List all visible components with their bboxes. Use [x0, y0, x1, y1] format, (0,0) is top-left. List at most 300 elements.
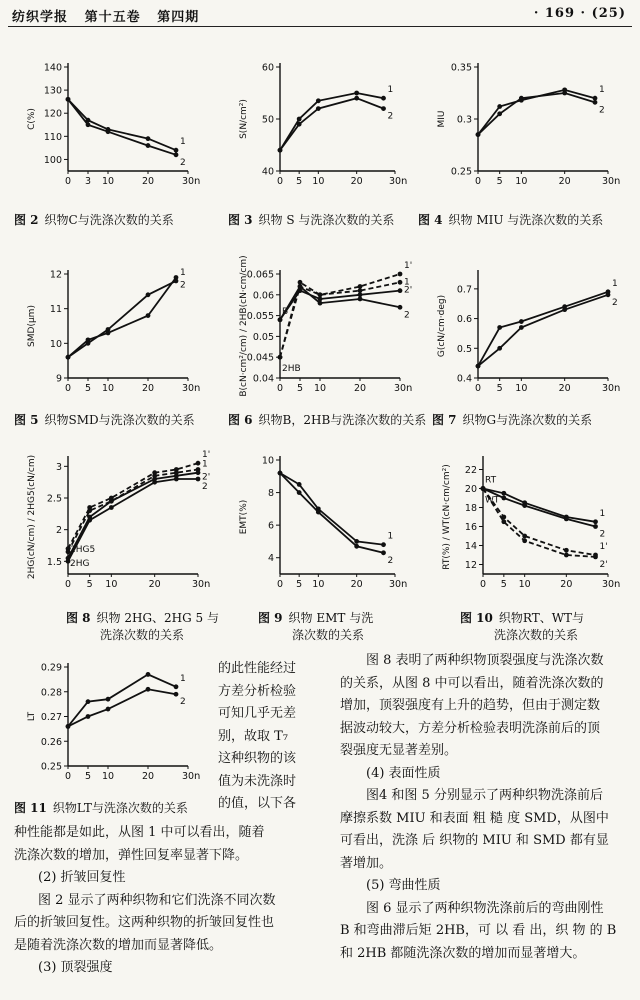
data-point: [381, 106, 386, 111]
data-point: [146, 687, 151, 692]
x-axis-label: n: [614, 579, 621, 590]
x-tick-label: 10: [515, 383, 528, 394]
y-tick-label: 16: [464, 522, 477, 533]
x-tick-label: 5: [500, 579, 507, 590]
series-label: 2: [180, 697, 186, 708]
x-tick-label: 30: [181, 176, 195, 187]
x-tick-label: 10: [312, 579, 325, 590]
series-label: 1: [599, 85, 605, 96]
x-tick-label: 5: [84, 771, 92, 782]
text-line: 方差分析检验: [218, 683, 297, 699]
caption-fig11: 图 11 织物LT与洗涤次数的关系: [14, 801, 188, 815]
y-tick-label: 4: [267, 553, 274, 565]
x-tick-label: 30: [388, 579, 402, 590]
caption-fig9: 图 9 织物 EMT 与洗 涤次数的关系: [258, 611, 374, 642]
x-tick-label: 20: [350, 579, 363, 590]
chart-annotation: 2HB: [282, 364, 301, 375]
series-line: [68, 99, 176, 154]
data-point: [497, 346, 502, 351]
caption-fig7: 图 7 织物G与洗涤次数的关系: [432, 413, 593, 427]
series-line: [478, 292, 608, 366]
data-point: [398, 305, 403, 310]
x-tick-label: 20: [141, 771, 155, 782]
data-point: [354, 91, 359, 96]
caption-fig4: 图 4 织物 MIU 与洗涤次数的关系: [418, 213, 604, 227]
data-point: [398, 272, 403, 277]
x-tick-label: 30: [601, 579, 615, 590]
text-line: 洗涤次数的增加，弹性回复率显著下降。: [14, 847, 249, 863]
text-line: 图 6 显示了两种织物洗涤前后的弯曲刚性: [366, 900, 604, 916]
y-tick-label: 22: [464, 465, 477, 476]
y-tick-label: 0.3: [456, 114, 472, 126]
data-point: [152, 480, 157, 485]
y-axis-label: LT: [27, 711, 37, 722]
y-tick-label: 12: [49, 269, 62, 281]
y-tick-label: 18: [464, 503, 477, 514]
volume: 第十五卷: [84, 10, 141, 25]
data-point: [354, 544, 359, 549]
series-line: [68, 281, 176, 357]
y-tick-label: 100: [43, 154, 62, 166]
series-label: 1': [404, 261, 413, 271]
data-point: [174, 477, 179, 482]
y-tick-label: 0.7: [456, 284, 472, 296]
data-point: [354, 96, 359, 101]
series-label: 1: [387, 85, 394, 96]
y-tick-label: 11: [49, 304, 62, 316]
data-point: [174, 692, 179, 697]
text-line: 可看出，洗涤 后 织物的 MIU 和 SMD 都有显: [340, 833, 609, 848]
series-label: 2': [202, 472, 211, 483]
series-line: [280, 93, 384, 150]
caption-fig8: 图 8 织物 2HG、2HG 5 与 洗涤次数的关系: [66, 611, 219, 642]
text-line: 值为未洗涤时: [218, 773, 297, 789]
data-point: [109, 499, 114, 504]
data-point: [564, 517, 569, 522]
y-tick-label: 0.27: [40, 712, 62, 723]
text-line: 的此性能经过: [218, 661, 297, 676]
data-point: [278, 471, 283, 476]
series-label: 1': [599, 542, 608, 552]
y-tick-label: 0.055: [246, 311, 274, 323]
y-axis-label: EMT(%): [239, 499, 249, 535]
data-point: [316, 510, 321, 515]
x-tick-label: 10: [515, 176, 528, 187]
text-line: 的关系，从图 8 中可以看出，随着洗涤次数的: [340, 675, 604, 691]
data-point: [497, 111, 502, 116]
y-tick-label: 0.065: [246, 269, 274, 281]
x-tick-label: 20: [148, 579, 161, 590]
chart-fig11: [10, 655, 210, 790]
y-tick-label: 0.25: [450, 166, 472, 178]
y-tick-label: 0.06: [252, 290, 274, 302]
series-label: 1: [599, 508, 606, 519]
chart-fig10: [425, 448, 630, 598]
x-tick-label: 20: [560, 579, 573, 590]
series-label: 1: [180, 137, 186, 148]
x-tick-label: 0: [64, 771, 72, 782]
data-point: [152, 473, 157, 478]
series-label: 1: [180, 267, 186, 278]
series-line: [68, 689, 176, 726]
series-label: 1': [202, 450, 211, 461]
data-point: [297, 122, 302, 127]
y-axis-label: G(cN/cm·deg): [437, 294, 447, 358]
x-tick-label: 10: [312, 176, 325, 187]
data-point: [278, 317, 283, 322]
data-point: [398, 280, 403, 285]
chart-annotation: RT: [485, 475, 497, 486]
x-tick-label: 10: [101, 176, 115, 187]
x-axis-label: n: [614, 176, 621, 187]
series-label: 1: [612, 278, 618, 289]
text-line: 种性能都是如此，从图 1 中可以看出，随着: [14, 825, 265, 840]
text-right-column: [340, 650, 616, 965]
series-label: 2: [202, 482, 208, 492]
series-line: [280, 282, 400, 357]
x-tick-label: 10: [101, 771, 115, 782]
chart-annotation: B: [282, 306, 289, 317]
chart-fig7: [420, 262, 630, 402]
caption-fig5: 图 5 织物SMD与洗涤次数的关系: [14, 413, 195, 427]
data-point: [66, 724, 71, 729]
y-tick-label: 10: [261, 455, 274, 467]
chart-annotation: WT: [485, 495, 500, 506]
text-line: 增加，顶裂强度有上升的趋势，但由于测定数: [340, 698, 601, 713]
chart-fig6: [222, 255, 422, 402]
series-line: [478, 93, 595, 135]
data-point: [381, 542, 386, 547]
data-point: [316, 106, 321, 111]
chart-fig8: [10, 448, 220, 598]
data-point: [278, 355, 283, 360]
series-label: 2': [599, 559, 608, 570]
data-point: [86, 714, 91, 719]
x-tick-label: 5: [296, 579, 303, 590]
data-point: [593, 555, 598, 560]
data-point: [501, 519, 506, 524]
x-tick-label: 30: [191, 579, 205, 590]
x-tick-label: 0: [479, 579, 487, 590]
x-tick-label: 5: [496, 383, 503, 394]
y-tick-label: 0.045: [246, 352, 274, 364]
data-point: [519, 325, 524, 330]
data-point: [562, 91, 567, 96]
data-point: [497, 325, 502, 330]
x-axis-label: n: [194, 383, 201, 394]
chart-annotation: 2HG: [70, 558, 90, 569]
y-tick-label: 14: [464, 541, 477, 552]
series-label: 2: [387, 111, 394, 122]
issue: 第四期: [157, 10, 200, 25]
chart-fig5: [10, 262, 210, 402]
text-line: 后的折皱回复性。这两种织物的折皱回复性也: [14, 915, 275, 930]
data-point: [146, 672, 151, 677]
data-point: [358, 297, 363, 302]
data-point: [86, 122, 91, 127]
data-point: [196, 467, 201, 472]
data-point: [278, 148, 283, 153]
text-line: 别，故取 T₇: [218, 728, 289, 744]
y-tick-label: 50: [261, 114, 274, 126]
y-tick-label: 1.5: [46, 556, 62, 568]
series-label: 2: [612, 297, 618, 308]
data-point: [593, 96, 598, 101]
x-tick-label: 20: [141, 176, 155, 187]
data-point: [481, 486, 486, 491]
text-line: 据波动较大，方差分析检验表明洗涤前后的顶: [340, 720, 601, 736]
x-tick-label: 20: [558, 383, 571, 394]
header-rule: [8, 26, 632, 27]
series-label: 2': [404, 285, 413, 296]
text-line: 这种织物的该: [218, 751, 297, 766]
data-point: [106, 707, 111, 712]
data-point: [106, 129, 111, 134]
series-label: 2: [404, 310, 410, 321]
section-heading: (5) 弯曲性质: [366, 878, 441, 893]
y-tick-label: 0.05: [252, 331, 274, 343]
y-tick-label: 3: [55, 461, 62, 473]
data-point: [174, 152, 179, 157]
y-axis-label: C(%): [27, 108, 37, 130]
x-tick-label: 0: [474, 383, 482, 394]
text-line: 和 2HB 都随洗涤次数的增加而显著增大。: [340, 945, 586, 961]
x-tick-label: 0: [64, 383, 72, 394]
y-tick-label: 20: [464, 484, 477, 495]
y-tick-label: 2: [55, 525, 62, 537]
data-point: [66, 97, 71, 102]
x-tick-label: 10: [313, 383, 327, 394]
chart-annotation: 2HG5: [70, 545, 96, 556]
x-tick-label: 30: [388, 176, 402, 187]
y-axis-label: SMD(μm): [27, 305, 37, 347]
series-line: [280, 473, 384, 545]
section-heading: (2) 折皱回复性: [38, 870, 126, 885]
text-left-column: [14, 822, 276, 980]
data-point: [297, 482, 302, 487]
x-tick-label: 10: [105, 579, 118, 590]
data-point: [522, 538, 527, 543]
x-tick-label: 5: [496, 176, 503, 187]
caption-fig10: 图 10 织物RT、WT与 洗涤次数的关系: [460, 611, 585, 642]
y-tick-label: 140: [43, 62, 62, 74]
y-tick-label: 9: [55, 373, 62, 385]
data-point: [146, 143, 151, 148]
data-point: [298, 280, 303, 285]
y-tick-label: 110: [43, 131, 62, 143]
page-number: · 169 · (25): [533, 6, 626, 21]
data-point: [522, 503, 527, 508]
data-point: [497, 104, 502, 109]
x-tick-label: 5: [296, 176, 303, 187]
section-heading: (3) 顶裂强度: [38, 960, 113, 975]
data-point: [501, 496, 506, 501]
data-point: [146, 136, 151, 141]
data-point: [146, 313, 151, 318]
x-axis-label: n: [204, 579, 211, 590]
x-tick-label: 3: [84, 176, 92, 187]
y-tick-label: 0.6: [456, 314, 472, 326]
data-point: [381, 550, 386, 555]
series-label: 1: [404, 277, 410, 288]
chart-fig4: [420, 55, 630, 195]
x-tick-label: 30: [181, 383, 195, 394]
y-tick-label: 8: [267, 488, 274, 500]
data-point: [476, 364, 481, 369]
x-tick-label: 30: [601, 176, 615, 187]
text-line: 可知几乎无差: [218, 706, 297, 721]
data-point: [318, 301, 323, 306]
x-tick-label: 0: [276, 383, 284, 394]
text-line: 图4 和图 5 分别显示了两种织物洗涤前后: [366, 788, 603, 803]
series-label: 1: [202, 459, 208, 470]
data-point: [174, 275, 179, 280]
data-point: [174, 148, 179, 153]
y-tick-label: 60: [261, 62, 274, 74]
x-tick-label: 0: [474, 176, 482, 187]
x-axis-label: n: [194, 771, 201, 782]
text-line: 图 2 显示了两种织物和它们洗涤不同次数: [38, 892, 276, 908]
y-tick-label: 2.5: [46, 493, 62, 505]
data-point: [86, 699, 91, 704]
data-point: [354, 539, 359, 544]
data-point: [109, 505, 114, 510]
y-tick-label: 0.35: [450, 62, 472, 74]
data-point: [593, 100, 598, 105]
data-point: [398, 288, 403, 293]
section-heading: (4) 表面性质: [366, 765, 441, 781]
data-point: [476, 132, 481, 137]
y-tick-label: 0.28: [40, 687, 62, 699]
text-line: B 和弯曲滞后矩 2HB，可 以 看 出，织 物 的 B: [340, 923, 617, 938]
chart-fig2: [10, 55, 210, 195]
series-line: [280, 473, 384, 553]
y-axis-label: RT(%) / WT(cN·cm/cm²): [442, 464, 452, 570]
data-point: [174, 470, 179, 475]
text-line: 裂强度无显著差别。: [340, 743, 458, 758]
y-tick-label: 120: [43, 108, 62, 120]
x-tick-label: 0: [64, 579, 72, 590]
data-point: [106, 697, 111, 702]
data-point: [318, 292, 323, 297]
data-point: [87, 518, 92, 523]
running-header: [12, 6, 199, 25]
data-point: [381, 96, 386, 101]
x-tick-label: 0: [276, 579, 284, 590]
data-point: [519, 319, 524, 324]
text-line: 著增加。: [340, 855, 393, 871]
data-point: [564, 553, 569, 558]
data-point: [86, 337, 91, 342]
x-axis-label: n: [614, 383, 621, 394]
x-tick-label: 0: [64, 176, 72, 187]
x-tick-label: 20: [558, 176, 571, 187]
y-axis-label: B(cN·cm²/cm) / 2HB(cN·cm/cm): [239, 255, 249, 397]
y-tick-label: 130: [43, 85, 62, 97]
x-tick-label: 5: [296, 383, 304, 394]
y-tick-label: 0.5: [456, 343, 472, 355]
series-label: 2: [180, 157, 186, 168]
data-point: [66, 355, 71, 360]
series-label: 1: [387, 531, 394, 542]
data-point: [298, 284, 303, 289]
series-label: 2: [599, 105, 605, 116]
y-axis-label: S(N/cm²): [239, 99, 249, 139]
y-tick-label: 40: [261, 166, 274, 178]
y-tick-label: 6: [267, 520, 274, 532]
text-line: 图 8 表明了两种织物顶裂强度与洗涤次数: [366, 653, 604, 668]
data-point: [358, 284, 363, 289]
x-tick-label: 30: [601, 383, 615, 394]
data-point: [106, 331, 111, 336]
x-axis-label: n: [401, 176, 408, 187]
data-point: [562, 307, 567, 312]
chart-fig3: [222, 55, 417, 195]
data-point: [196, 461, 201, 466]
data-point: [519, 96, 524, 101]
y-tick-label: 0.29: [40, 662, 62, 674]
data-point: [316, 98, 321, 103]
x-tick-label: 0: [276, 176, 284, 187]
data-point: [358, 292, 363, 297]
data-point: [593, 524, 598, 529]
x-axis-label: n: [401, 579, 408, 590]
data-point: [606, 292, 611, 297]
x-tick-label: 30: [181, 771, 195, 782]
y-tick-label: 0.25: [40, 761, 62, 773]
caption-fig6: 图 6 织物B，2HB与洗涤次数的关系: [228, 413, 427, 427]
data-point: [297, 490, 302, 495]
y-tick-label: 0.4: [456, 373, 472, 385]
caption-fig3: 图 3 织物 S 与洗涤次数的关系: [228, 213, 395, 227]
series-label: 1: [180, 673, 186, 684]
series-label: 2: [599, 529, 606, 540]
chart-fig9: [222, 448, 417, 598]
data-point: [522, 534, 527, 539]
text-right-narrow: [218, 658, 296, 816]
y-tick-label: 10: [49, 338, 62, 350]
y-tick-label: 12: [464, 560, 477, 571]
data-point: [501, 491, 506, 496]
x-tick-label: 5: [84, 383, 92, 394]
series-label: 2: [180, 280, 186, 291]
text-line: 的值，以下各: [218, 796, 297, 811]
data-point: [87, 508, 92, 513]
text-line: 摩擦系数 MIU 和表面 粗 糙 度 SMD，从图中: [340, 810, 609, 826]
data-point: [297, 117, 302, 122]
journal-name: 纺织学报: [12, 10, 69, 25]
x-tick-label: 20: [353, 383, 367, 394]
x-tick-label: 10: [518, 579, 531, 590]
data-point: [196, 477, 201, 482]
data-point: [358, 288, 363, 293]
data-point: [564, 548, 569, 553]
data-point: [174, 684, 179, 689]
data-point: [593, 519, 598, 524]
x-tick-label: 30: [393, 383, 407, 394]
x-tick-label: 20: [350, 176, 363, 187]
y-tick-label: 0.04: [252, 373, 274, 385]
series-line: [68, 99, 176, 150]
x-tick-label: 20: [141, 383, 155, 394]
x-axis-label: n: [406, 383, 413, 394]
series-label: 2: [387, 555, 394, 566]
y-axis-label: MIU: [437, 110, 447, 128]
x-tick-label: 10: [101, 383, 115, 394]
text-line: 是随着洗涤次数的增加而显著降低。: [14, 937, 223, 953]
caption-fig2: 图 2 织物C与洗涤次数的关系: [14, 213, 174, 227]
y-axis-label: 2HG(cN/cm) / 2HG5(cN/cm): [27, 454, 37, 580]
